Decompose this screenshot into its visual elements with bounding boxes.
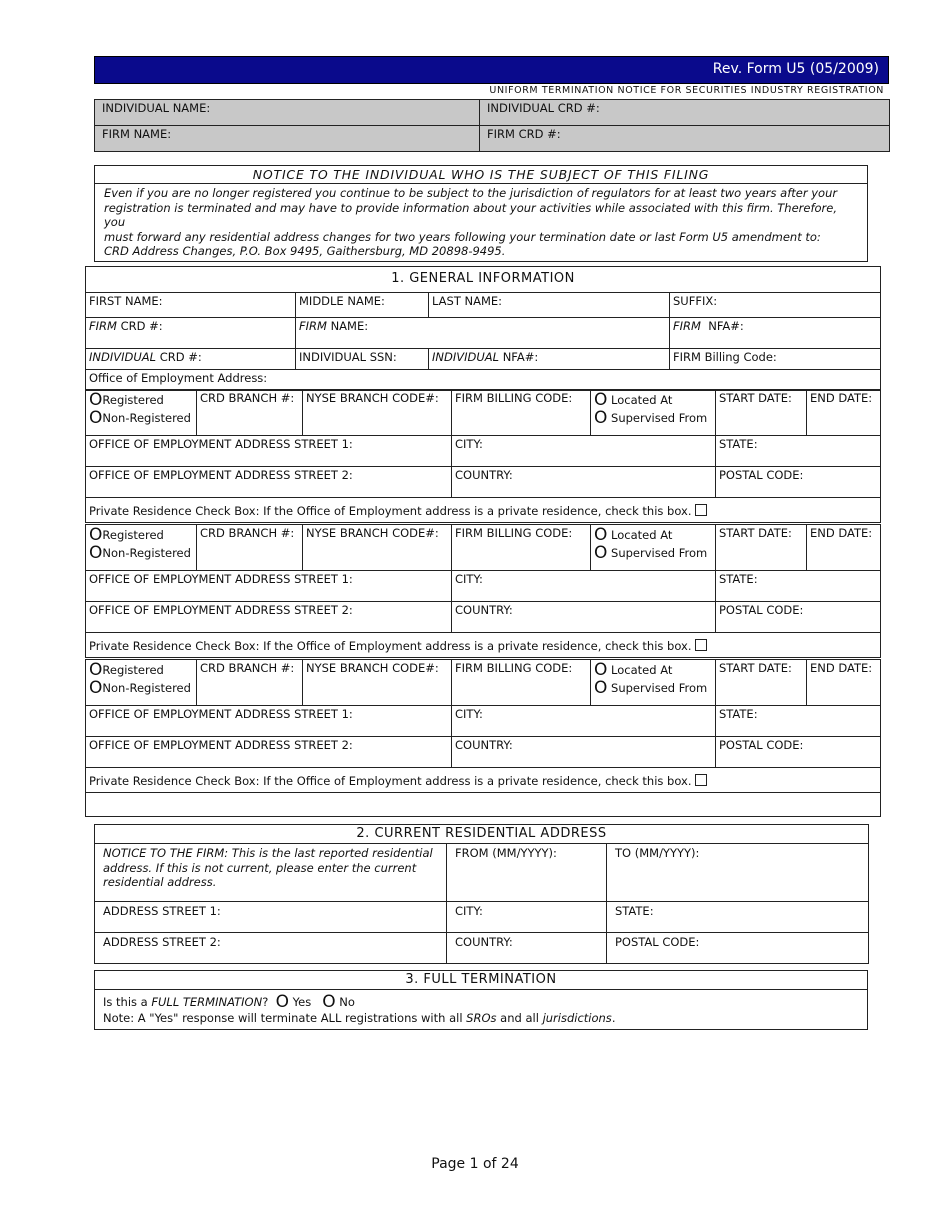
residential-address-table	[94, 824, 869, 964]
crd-branch-field[interactable]: CRD BRANCH #:	[197, 660, 303, 706]
start-date-field[interactable]: START DATE:	[716, 660, 807, 706]
country-field[interactable]: COUNTRY:	[452, 602, 716, 633]
private-residence-row	[86, 768, 881, 793]
form-subtitle: UNIFORM TERMINATION NOTICE FOR SECURITIES INDUSTRY REGISTRATION	[489, 85, 884, 96]
termination-question: Is this a FULL TERMINATION? O Yes O No	[103, 992, 355, 1012]
identity-table	[94, 99, 890, 152]
notice-box	[94, 165, 868, 262]
individual-word: INDIVIDUAL	[432, 350, 500, 364]
notice-line-3: CRD Address Changes, P.O. Box 9495, Gaithersburg, MD 20898-9495.	[104, 244, 506, 258]
start-date-field[interactable]: START DATE:	[716, 525, 807, 571]
to-date-field[interactable]: TO (MM/YYYY):	[607, 844, 869, 902]
end-date-field[interactable]: END DATE:	[807, 660, 881, 706]
start-date-field[interactable]: START DATE:	[716, 390, 807, 436]
private-residence-checkbox[interactable]	[695, 774, 707, 786]
billing-code-field[interactable]: FIRM BILLING CODE:	[452, 660, 591, 706]
firm-word: FIRM	[299, 319, 327, 333]
private-residence-label: Private Residence Check Box: If the Office of Employment address is a private residence, check this box.	[89, 639, 692, 653]
radio-circle-icon: O	[594, 390, 608, 410]
country-field[interactable]: COUNTRY:	[452, 467, 716, 498]
office-address-label: Office of Employment Address:	[86, 370, 881, 391]
radio-circle-icon: O	[322, 992, 336, 1012]
res-country-field[interactable]: COUNTRY:	[447, 933, 607, 964]
rev-label: Rev. Form U5 (05/2009)	[712, 61, 879, 77]
radio-circle-icon: O	[594, 525, 608, 545]
res-state-field[interactable]: STATE:	[607, 902, 869, 933]
non-registered-option[interactable]: ONon-Registered	[89, 678, 191, 698]
res-street2-field[interactable]: ADDRESS STREET 2:	[95, 933, 447, 964]
firm-word: FIRM	[673, 319, 701, 333]
yes-option[interactable]: O Yes	[275, 992, 312, 1012]
billing-code-field[interactable]: FIRM BILLING CODE:	[452, 525, 591, 571]
section-1-title: 1. GENERAL INFORMATION	[86, 267, 881, 293]
form-rev-header	[94, 56, 889, 84]
res-postal-field[interactable]: POSTAL CODE:	[607, 933, 869, 964]
firm-nfa-field[interactable]	[670, 318, 881, 349]
firm-name-field-2[interactable]	[296, 318, 670, 349]
office-block-1	[85, 389, 881, 523]
notice-line-1: Even if you are no longer registered you continue to be subject to the jurisdiction of regulators for at least two years after your registration is terminated and may have to provide information about your activities while associated with this firm. Therefore, you	[104, 186, 838, 229]
radio-circle-icon: O	[594, 660, 608, 680]
office-block-3	[85, 659, 881, 817]
firm-word: FIRM	[89, 319, 117, 333]
crd-label: CRD #:	[120, 319, 163, 333]
nyse-branch-field[interactable]: NYSE BRANCH CODE#:	[303, 390, 452, 436]
crd-branch-field[interactable]: CRD BRANCH #:	[197, 525, 303, 571]
individual-name-field[interactable]: INDIVIDUAL NAME:	[95, 100, 480, 126]
city-field[interactable]: CITY:	[452, 436, 716, 467]
section-3-title: 3. FULL TERMINATION	[95, 971, 868, 990]
street1-field[interactable]: OFFICE OF EMPLOYMENT ADDRESS STREET 1:	[86, 571, 452, 602]
street1-field[interactable]: OFFICE OF EMPLOYMENT ADDRESS STREET 1:	[86, 436, 452, 467]
name-label: NAME:	[330, 319, 369, 333]
first-name-field[interactable]: FIRST NAME:	[86, 293, 296, 318]
postal-field[interactable]: POSTAL CODE:	[716, 737, 881, 768]
section-2-title: 2. CURRENT RESIDENTIAL ADDRESS	[95, 825, 869, 844]
nyse-branch-field[interactable]: NYSE BRANCH CODE#:	[303, 525, 452, 571]
notice-line-2: must forward any residential address changes for two years following your termination date or last Form U5 amendment to:	[104, 229, 821, 244]
general-info-table	[85, 266, 881, 391]
firm-notice-1: NOTICE TO THE FIRM: This is the last reported residential	[103, 846, 433, 860]
registered-option[interactable]: ORegistered	[89, 390, 164, 410]
suffix-field[interactable]: SUFFIX:	[670, 293, 881, 318]
end-date-field[interactable]: END DATE:	[807, 525, 881, 571]
private-residence-checkbox[interactable]	[695, 504, 707, 516]
middle-name-field[interactable]: MIDDLE NAME:	[296, 293, 429, 318]
firm-billing-code-field[interactable]: FIRM Billing Code:	[670, 349, 881, 370]
private-residence-label: Private Residence Check Box: If the Office of Employment address is a private residence, check this box.	[89, 774, 692, 788]
state-field[interactable]: STATE:	[716, 571, 881, 602]
non-registered-option[interactable]: ONon-Registered	[89, 408, 191, 428]
from-date-field[interactable]: FROM (MM/YYYY):	[447, 844, 607, 902]
private-residence-label: Private Residence Check Box: If the Office of Employment address is a private residence, check this box.	[89, 504, 692, 518]
firm-crd-field[interactable]: FIRM CRD #:	[480, 126, 890, 152]
private-residence-checkbox[interactable]	[695, 639, 707, 651]
end-date-field[interactable]: END DATE:	[807, 390, 881, 436]
individual-crd-field-2[interactable]	[86, 349, 296, 370]
firm-crd-field-2[interactable]	[86, 318, 296, 349]
radio-circle-icon: O	[89, 525, 103, 545]
radio-circle-icon: O	[89, 543, 103, 563]
billing-code-field[interactable]: FIRM BILLING CODE:	[452, 390, 591, 436]
state-field[interactable]: STATE:	[716, 436, 881, 467]
notice-title: NOTICE TO THE INDIVIDUAL WHO IS THE SUBJECT OF THIS FILING	[95, 166, 868, 184]
individual-nfa-field[interactable]	[429, 349, 670, 370]
radio-circle-icon: O	[594, 408, 608, 428]
blank-row	[86, 793, 881, 817]
res-street1-field[interactable]: ADDRESS STREET 1:	[95, 902, 447, 933]
radio-circle-icon: O	[594, 678, 608, 698]
city-field[interactable]: CITY:	[452, 706, 716, 737]
no-option[interactable]: O No	[322, 992, 355, 1012]
registered-option[interactable]: ORegistered	[89, 525, 164, 545]
radio-circle-icon: O	[275, 992, 290, 1012]
postal-field[interactable]: POSTAL CODE:	[716, 602, 881, 633]
located-at-option[interactable]: O Located At	[594, 660, 673, 680]
street2-field[interactable]: OFFICE OF EMPLOYMENT ADDRESS STREET 2:	[86, 467, 452, 498]
individual-ssn-field[interactable]: INDIVIDUAL SSN:	[296, 349, 429, 370]
res-city-field[interactable]: CITY:	[447, 902, 607, 933]
street2-field[interactable]: OFFICE OF EMPLOYMENT ADDRESS STREET 2:	[86, 737, 452, 768]
non-registered-option[interactable]: ONon-Registered	[89, 543, 191, 563]
nyse-branch-field[interactable]: NYSE BRANCH CODE#:	[303, 660, 452, 706]
crd-branch-field[interactable]: CRD BRANCH #:	[197, 390, 303, 436]
located-at-option[interactable]: O Located At	[594, 390, 673, 410]
supervised-from-option[interactable]: O Supervised From	[594, 543, 708, 563]
private-residence-row	[86, 498, 881, 523]
postal-field[interactable]: POSTAL CODE:	[716, 467, 881, 498]
supervised-from-option[interactable]: O Supervised From	[594, 678, 708, 698]
radio-circle-icon: O	[89, 390, 103, 410]
state-field[interactable]: STATE:	[716, 706, 881, 737]
radio-circle-icon: O	[89, 678, 103, 698]
last-name-field[interactable]: LAST NAME:	[429, 293, 670, 318]
firm-notice-2: address. If this is not current, please enter the current residential address.	[103, 860, 417, 889]
private-residence-row	[86, 633, 881, 658]
crd-label: CRD #:	[159, 350, 202, 364]
located-at-option[interactable]: O Located At	[594, 525, 673, 545]
individual-word: INDIVIDUAL	[89, 350, 157, 364]
page-number: Page 1 of 24	[431, 1156, 519, 1172]
full-termination-table	[94, 970, 868, 1030]
registered-option[interactable]: ORegistered	[89, 660, 164, 680]
supervised-from-option[interactable]: O Supervised From	[594, 408, 708, 428]
nfa-label: NFA#:	[708, 319, 744, 333]
radio-circle-icon: O	[89, 408, 103, 428]
firm-name-field[interactable]: FIRM NAME:	[95, 126, 480, 152]
street2-field[interactable]: OFFICE OF EMPLOYMENT ADDRESS STREET 2:	[86, 602, 452, 633]
street1-field[interactable]: OFFICE OF EMPLOYMENT ADDRESS STREET 1:	[86, 706, 452, 737]
country-field[interactable]: COUNTRY:	[452, 737, 716, 768]
city-field[interactable]: CITY:	[452, 571, 716, 602]
radio-circle-icon: O	[89, 660, 103, 680]
nfa-label: NFA#:	[502, 350, 539, 364]
termination-note: Note: A "Yes" response will terminate ALL registrations with all SROs and all jurisdictions.	[103, 1011, 616, 1025]
office-block-2	[85, 524, 881, 658]
radio-circle-icon: O	[594, 543, 608, 563]
individual-crd-field[interactable]: INDIVIDUAL CRD #:	[480, 100, 890, 126]
